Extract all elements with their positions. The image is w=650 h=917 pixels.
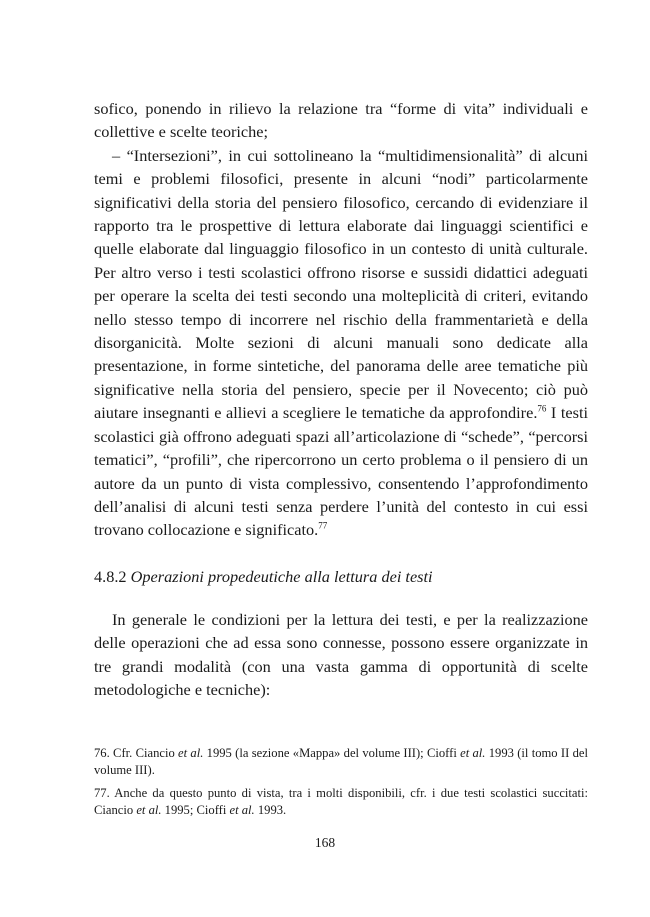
footnote-text: 1993 (il tomo II del volume III). bbox=[94, 746, 588, 777]
section-number: 4.8.2 bbox=[94, 567, 127, 586]
footnotes bbox=[94, 745, 588, 825]
paragraph-text: In generale le condizioni per la lettura dei testi, e per la realizzazione delle operazioni che ad essa sono connesse, possono essere organizzate in tre grandi modalità (con una vasta gamma di opportunità di scelte metodologiche e tecniche): bbox=[94, 610, 588, 700]
page-number: 168 bbox=[314, 835, 336, 850]
footnote-italic: et al. bbox=[136, 802, 162, 817]
footnote-italic: et al. bbox=[229, 802, 255, 817]
footnote-number: 76. bbox=[94, 746, 110, 760]
footnote-text: 1993. bbox=[254, 802, 287, 817]
paragraph-continuation bbox=[94, 97, 588, 144]
footnote-ref-76[interactable]: 76 bbox=[537, 403, 547, 414]
paragraph-intersezioni bbox=[94, 144, 588, 542]
footnote-text: Cfr. Ciancio bbox=[109, 746, 179, 760]
paragraph-continuation-text: sofico, ponendo in rilievo la relazione tra “forme di vita” individuali e collettive e scelte teoriche; bbox=[94, 99, 588, 142]
paragraph-text: – “Intersezioni”, in cui sottolineano la “multidimensionalità” di alcuni temi e problemi filosofici, presente in alcuni “nodi” particolarmente significativi della storia del pensiero filosofico, cercando di evidenziare il rapporto tra le prospettive di lettura elaborate dai linguaggi scientifici e quelle elaborate dal linguaggio filosofico in un contesto di unità culturale. Per altro verso i testi scolastici offrono risorse e sussidi didattici adeguati per operare la scelta dei testi secondo una molteplicità di criteri, evitando nello stesso tempo di incorrere nel rischio della frammentarietà e della disorganicità. Molte sezioni di alcuni manuali sono dedicate alla presentazione, in forme sintetiche, del panorama delle aree tematiche più significative nella storia del pensiero, specie per il Novecento; ciò può aiutare insegnanti e allievi a scegliere le tematiche da approfondire. bbox=[94, 145, 588, 423]
footnote-76 bbox=[94, 745, 588, 778]
footnote-italic: et al. bbox=[178, 746, 204, 760]
paragraph-text: I testi scolastici già offrono adeguati spazi all’articolazione di “schede”, “percorsi tematici”, “profili”, che ripercorrono un certo problema o il pensiero di un autore da un punto di vista complessivo, consentendo l’approfondimento dell’analisi di alcuni testi senza perdere l’unità del contesto in cui essi trovano collocazione e significato. bbox=[94, 403, 588, 540]
footnote-ref-77[interactable]: 77 bbox=[318, 520, 328, 531]
footnote-italic: et al. bbox=[460, 746, 486, 760]
paragraph-conditions bbox=[94, 608, 588, 702]
footnote-text: Anche da questo punto di vista, tra i molti disponibili, cfr. i due testi scolastici succitati: Ciancio bbox=[94, 786, 588, 817]
footnote-number: 77. bbox=[94, 786, 110, 800]
body-text bbox=[94, 97, 588, 542]
section-title: Operazioni propedeutiche alla lettura dei testi bbox=[130, 567, 433, 586]
section-heading bbox=[94, 566, 588, 588]
footnote-text: 1995; Cioffi bbox=[161, 802, 230, 817]
footnote-text: 1995 (la sezione «Mappa» del volume III); Cioffi bbox=[203, 746, 461, 760]
footnote-77 bbox=[94, 785, 588, 818]
